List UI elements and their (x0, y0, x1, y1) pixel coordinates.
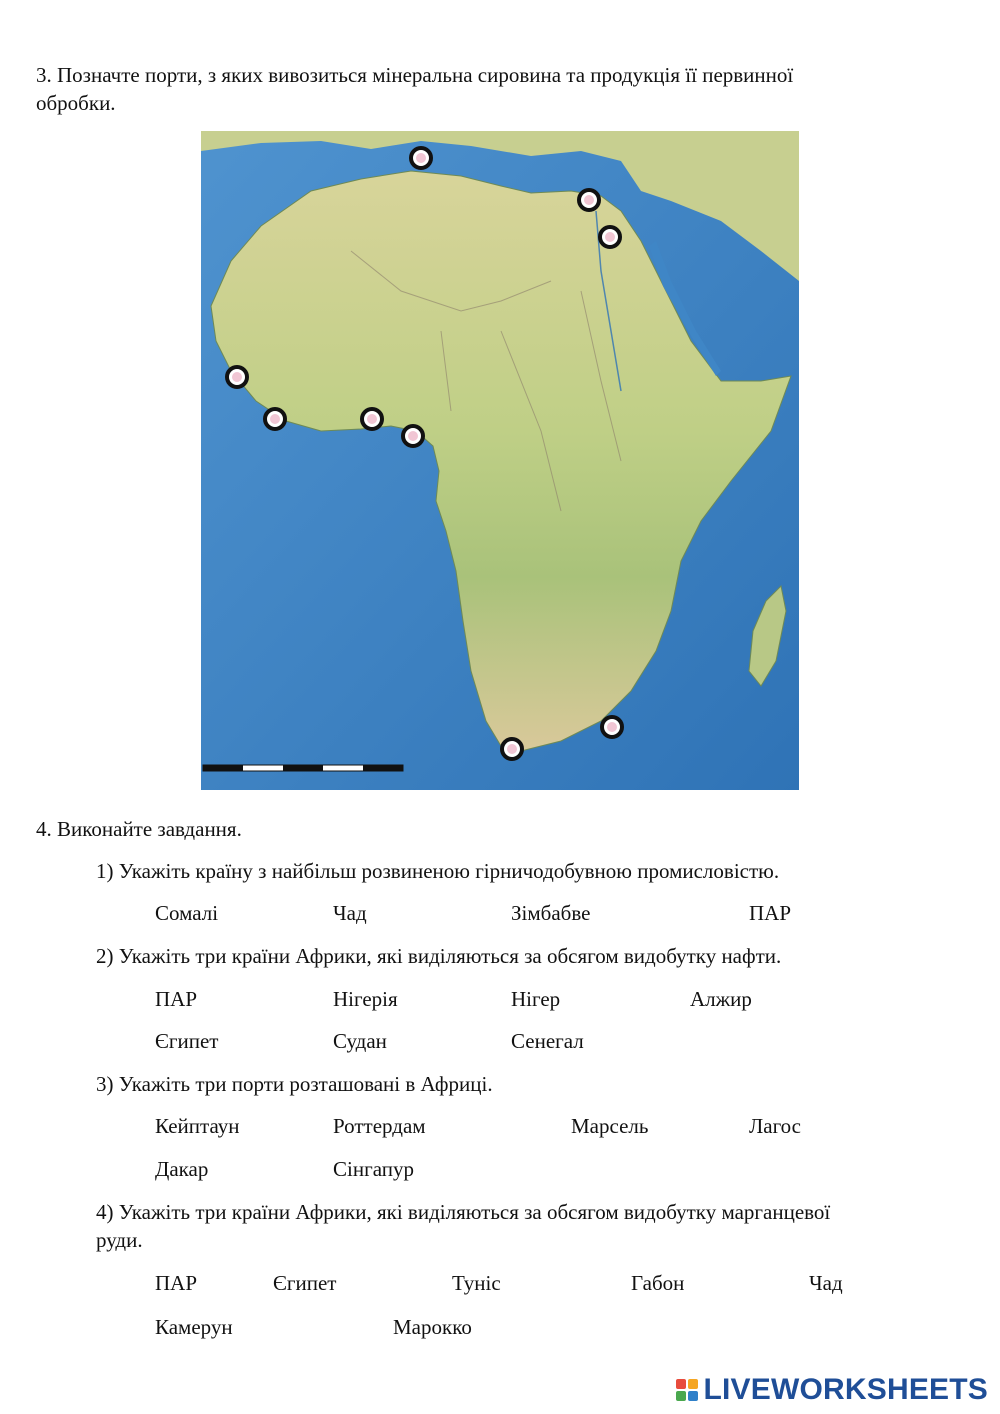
task4-prompt-line1: 4) Укажіть три країни Африки, які виділяються за обсягом видобутку марганцевої (96, 1200, 831, 1224)
port-marker-lagos[interactable] (403, 426, 423, 446)
port-marker-algiers[interactable] (411, 148, 431, 168)
task1-prompt: 1) Укажіть країну з найбільш розвиненою гірничодобувною промисловістю. (96, 859, 780, 883)
port-marker-alexandria[interactable] (579, 190, 599, 210)
task1-option[interactable]: Сомалі (155, 901, 219, 925)
port-marker-conakry[interactable] (265, 409, 285, 429)
task2-option[interactable]: Судан (333, 1029, 387, 1053)
q3-line2: обробки. (36, 91, 116, 115)
task4-option[interactable]: Чад (809, 1271, 843, 1295)
task4-option[interactable]: Єгипет (273, 1271, 337, 1295)
task3-option[interactable]: Кейптаун (155, 1114, 240, 1138)
task3-option[interactable]: Марсель (571, 1114, 649, 1138)
task3-option[interactable]: Дакар (155, 1157, 209, 1181)
port-marker-cape-town[interactable] (502, 739, 522, 759)
task2-option[interactable]: Єгипет (155, 1029, 219, 1053)
brand-name: LIVEWORKSHEETS (703, 1373, 988, 1406)
q4-title: 4. Виконайте завдання. (36, 817, 242, 841)
liveworksheets-icon (676, 1379, 698, 1401)
task3-option[interactable]: Роттердам (333, 1114, 426, 1138)
port-marker-dakar[interactable] (227, 367, 247, 387)
task3-option[interactable]: Сінгапур (333, 1157, 414, 1181)
task1-option[interactable]: Зімбабве (511, 901, 591, 925)
task1-option[interactable]: ПАР (749, 901, 792, 925)
port-marker-suez[interactable] (600, 227, 620, 247)
task4-option[interactable]: Камерун (155, 1315, 233, 1339)
task4-option[interactable]: ПАР (155, 1271, 198, 1295)
liveworksheets-logo[interactable] (676, 1372, 989, 1408)
q3-line1: 3. Позначте порти, з яких вивозиться мінеральна сировина та продукція її первинної (36, 63, 794, 87)
port-marker-durban[interactable] (602, 717, 622, 737)
task2-option[interactable]: Алжир (690, 987, 752, 1011)
task4-option[interactable]: Габон (631, 1271, 685, 1295)
task2-option[interactable]: Нігерія (333, 987, 398, 1011)
scale-bar (203, 765, 403, 771)
task4-option[interactable]: Туніс (452, 1271, 501, 1295)
task3-option[interactable]: Лагос (749, 1114, 801, 1138)
task2-option[interactable]: ПАР (155, 987, 198, 1011)
task2-option[interactable]: Нігер (511, 987, 561, 1011)
task4-option[interactable]: Марокко (393, 1315, 472, 1339)
task2-option[interactable]: Сенегал (511, 1029, 584, 1053)
port-marker-takoradi[interactable] (362, 409, 382, 429)
africa-map (201, 131, 799, 790)
task4-prompt-line2: руди. (96, 1228, 143, 1252)
task1-option[interactable]: Чад (333, 901, 367, 925)
task2-prompt: 2) Укажіть три країни Африки, які виділяються за обсягом видобутку нафти. (96, 944, 782, 968)
task3-prompt: 3) Укажіть три порти розташовані в Африці. (96, 1072, 493, 1096)
